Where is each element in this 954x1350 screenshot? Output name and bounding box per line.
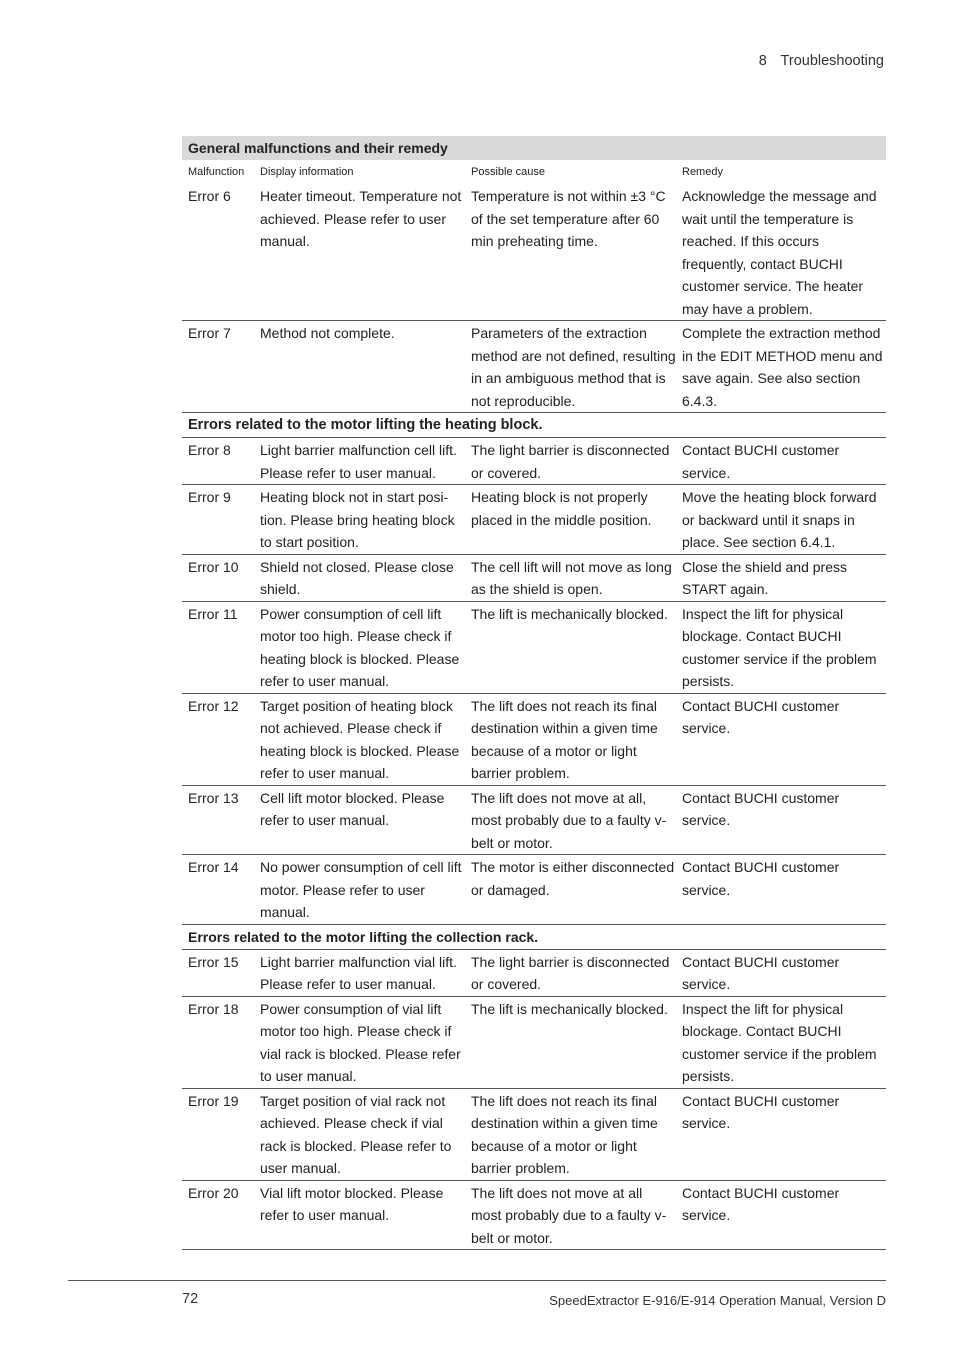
malfunction-cell: Error 20 [188,1184,239,1201]
possible-cause-cell: Temperature is not within ±3 °C of the set temperature after 60 min preheating time. [471,188,666,249]
remedy-cell: Contact BUCHI customer service. [682,789,840,828]
section-heading-collection-rack-row [182,924,886,949]
malfunctions-table-container [182,136,886,1250]
remedy-cell: Move the heating block forward or backward until it snaps in place. See section 6.4.1. [682,489,877,550]
remedy-cell: Contact BUCHI customer service. [682,442,840,481]
display-info-cell: Target position of vial rack not achieved. Please check if vial rack is blocked. Please refer to user manual. [260,1092,452,1176]
malfunction-cell: Error 6 [188,188,231,204]
display-info-cell: Heating block not in start posi-tion. Please bring heating block to start position. [260,489,455,550]
remedy-cell: Inspect the lift for physical blockage. Contact BUCHI customer service if the problem persists. [682,1000,877,1084]
table-row [182,1180,886,1250]
possible-cause-cell: The lift does not reach its final destination within a given time because of a motor or light barrier problem. [471,697,658,781]
remedy-cell: Contact BUCHI customer service. [682,859,840,898]
possible-cause-cell: The motor is either disconnected or damaged. [471,859,675,898]
remedy-cell: Inspect the lift for physical blockage. Contact BUCHI customer service if the problem persists. [682,605,877,689]
possible-cause-cell: Parameters of the extraction method are not defined, resulting in an ambiguous method that is not reproducible. [471,325,676,409]
malfunction-cell: Error 7 [188,325,231,341]
display-info-cell: Light barrier malfunction cell lift. Please refer to user manual. [260,442,457,481]
table-row [182,1088,886,1180]
remedy-cell: Complete the extraction method in the EDIT METHOD menu and save again. See also section 6.4.3. [682,325,883,409]
possible-cause-cell: The lift does not move at all, most probably due to a faulty v-belt or motor. [471,789,667,851]
display-info-cell: Target position of heating block not achieved. Please check if heating block is blocked. Please refer to user manual. [260,697,460,781]
malfunction-cell: Error 9 [188,489,231,505]
malfunctions-table [182,136,886,1250]
table-title-row [182,136,886,160]
remedy-cell: Close the shield and press START again. [682,558,847,597]
section-heading-collection-rack: Errors related to the motor lifting the collection rack. [188,928,539,945]
malfunction-cell: Error 10 [188,558,239,575]
possible-cause-cell: The cell lift will not move as long as the shield is open. [471,558,672,597]
remedy-cell: Contact BUCHI customer service. [682,1184,840,1223]
remedy-cell: Contact BUCHI customer service. [682,1092,840,1131]
possible-cause-cell: Heating block is not properly placed in the middle position. [471,489,652,528]
table-row [182,996,886,1088]
possible-cause-cell: The lift does not move at all most probably due to a faulty v-belt or motor. [471,1184,667,1246]
display-info-cell: Power consumption of vial lift motor too high. Please check if vial rack is blocked. Please refer to user manual. [260,1000,461,1084]
malfunction-cell: Error 12 [188,697,239,714]
running-header [759,53,884,69]
table-title: General malfunctions and their remedy [182,136,886,160]
possible-cause-cell: The light barrier is disconnected or covered. [471,953,670,992]
malfunction-cell: Error 19 [188,1092,239,1109]
display-info-cell: Heater timeout. Temperature not achieved. Please refer to user manual. [260,188,462,249]
display-info-cell: No power consumption of cell lift motor. Please refer to user manual. [260,859,462,920]
column-header-malfunction: Malfunction [188,166,245,178]
column-header-display: Display information [260,166,354,178]
table-row [182,785,886,855]
table-row [182,485,886,555]
malfunction-cell: Error 8 [188,442,231,458]
section-heading-heating-block: Errors related to the motor lifting the heating block. [188,417,543,433]
document-title: SpeedExtractor E-916/E-914 Operation Manual, Version D [549,1293,886,1308]
possible-cause-cell: The lift is mechanically blocked. [471,1000,668,1017]
display-info-cell: Shield not closed. Please close shield. [260,558,454,597]
table-row [182,855,886,925]
possible-cause-cell: The lift does not reach its final destination within a given time because of a motor or light barrier problem. [471,1092,658,1176]
malfunction-cell: Error 11 [188,605,238,622]
possible-cause-cell: The light barrier is disconnected or covered. [471,442,670,481]
display-info-cell: Light barrier malfunction vial lift. Please refer to user manual. [260,953,457,992]
display-info-cell: Vial lift motor blocked. Please refer to user manual. [260,1184,444,1223]
remedy-cell: Contact BUCHI customer service. [682,953,840,992]
table-row [182,554,886,601]
chapter-number: 8 [758,53,767,69]
malfunction-cell: Error 14 [188,859,239,875]
table-row [182,601,886,693]
display-info-cell: Method not complete. [260,325,395,341]
remedy-cell: Contact BUCHI customer service. [682,697,840,736]
malfunction-cell: Error 15 [188,953,239,970]
table-row [182,949,886,996]
table-row [182,693,886,785]
display-info-cell: Cell lift motor blocked. Please refer to user manual. [260,789,445,828]
footer-divider [68,1280,886,1281]
possible-cause-cell: The lift is mechanically blocked. [471,605,668,622]
column-header-cause: Possible cause [471,166,545,178]
chapter-title: Troubleshooting [780,53,884,69]
malfunction-cell: Error 18 [188,1000,239,1017]
table-row [182,321,886,413]
page-number: 72 [182,1291,199,1307]
table-row [182,184,886,321]
table-header-row [182,160,886,184]
display-info-cell: Power consumption of cell lift motor too high. Please check if heating block is blocked. Please refer to user manual. [260,605,460,689]
table-row [182,438,886,485]
column-header-remedy: Remedy [682,166,723,178]
section-heading-heating-block-row [182,413,886,438]
malfunction-cell: Error 13 [188,789,239,806]
remedy-cell: Acknowledge the message and wait until the temperature is reached. If this occurs frequently, contact BUCHI customer service. The heater may have a problem. [682,188,877,317]
